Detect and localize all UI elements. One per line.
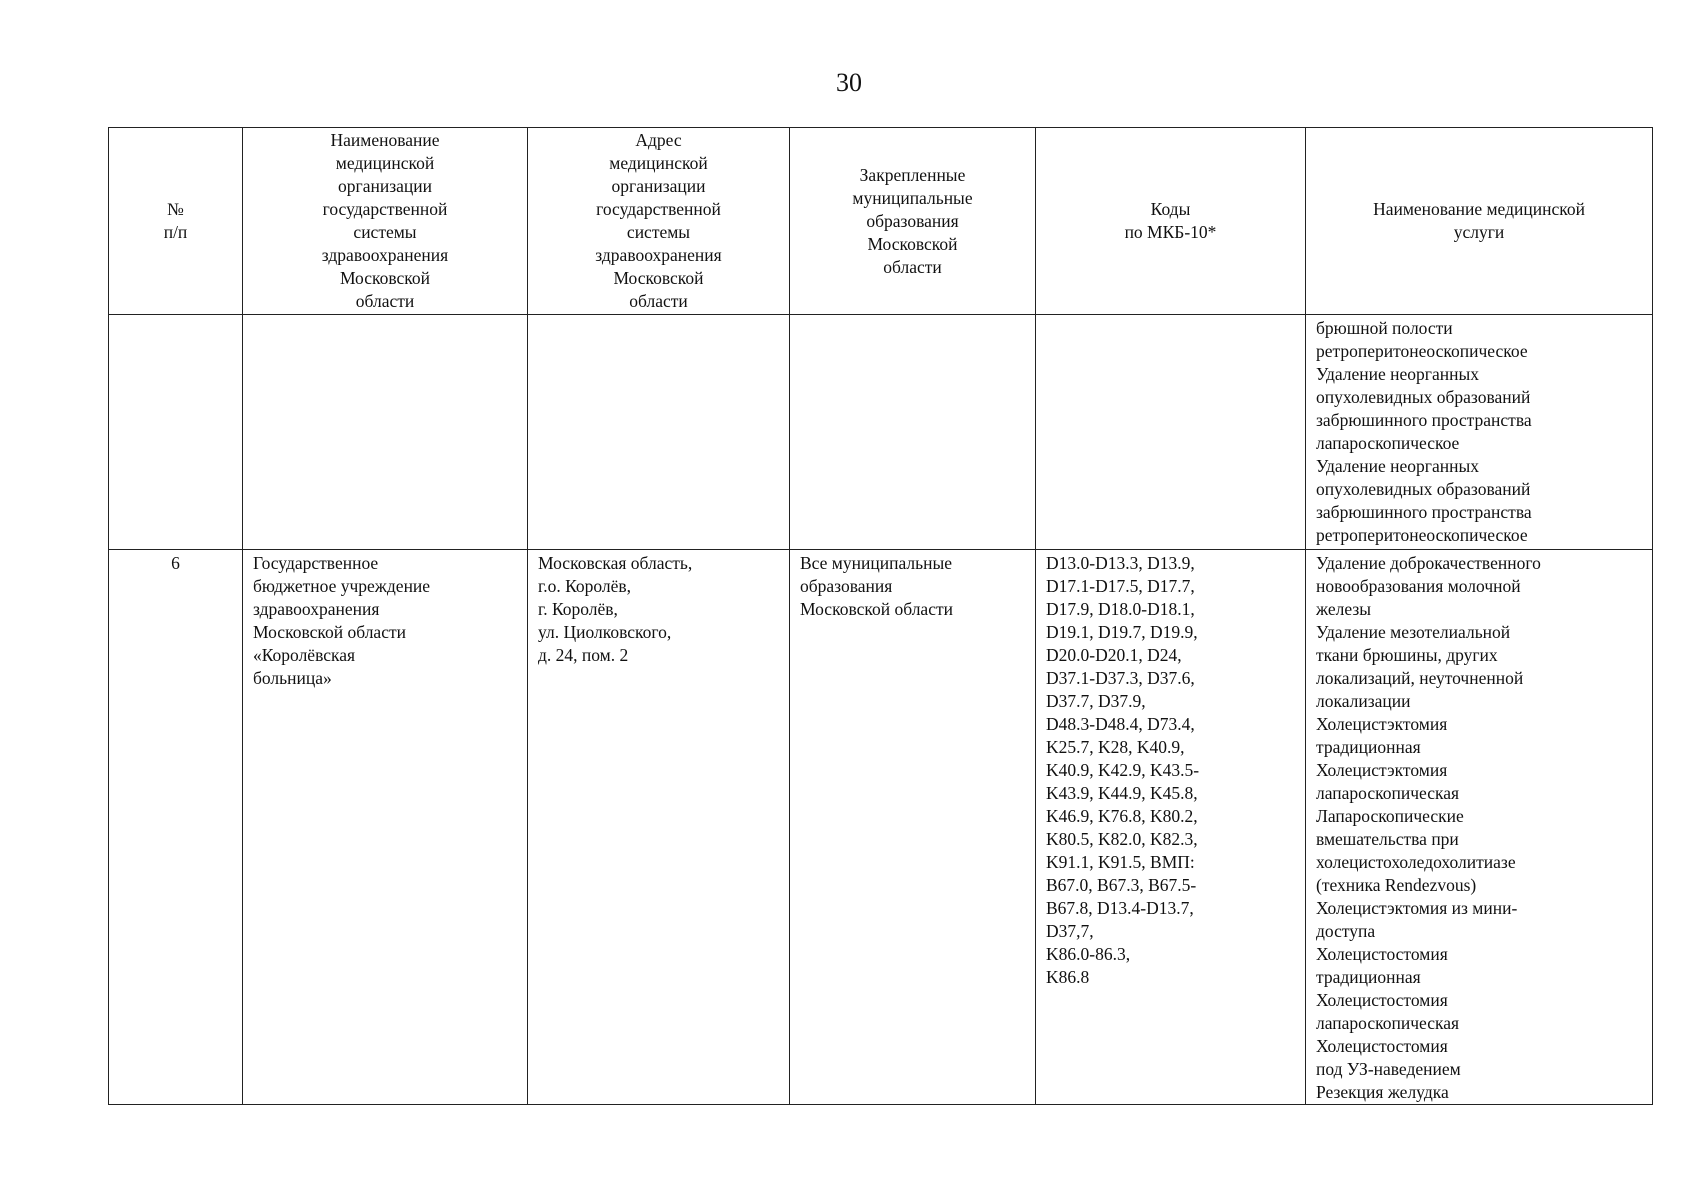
header-icd-codes: Коды по МКБ-10* [1036,128,1306,315]
table-row [109,315,1653,550]
cell-organization [243,315,528,550]
cell-icd-codes: D13.0-D13.3, D13.9, D17.1-D17.5, D17.7, D17.9, D18.0-D18.1, D19.1, D19.7, D19.9, D20.0-D20.1, D24, D37.1-D37.3, D37.6, D37.7, D37.9, D48.3-D48.4, D73.4, K25.7, K28, K40.9, K40.9, K42.9, K43.5- K43.9, K44.9, K45.8, K46.9, K76.8, K80.2, K80.5, K82.0, K82.3, K91.1, K91.5, ВМП: B67.0, B67.3, B67.5- B67.8, D13.4-D13.7, D37,7, K86.0-86.3, K86.8 [1036,550,1306,1105]
table-row [109,550,1653,1105]
header-address: Адрес медицинской организации государственной системы здравоохранения Московской области [528,128,790,315]
services-table [108,127,1653,1105]
header-number: № п/п [109,128,243,315]
cell-number [109,315,243,550]
cell-organization: Государственное бюджетное учреждение здравоохранения Московской области «Королёвская больница» [243,550,528,1105]
cell-municipalities: Все муниципальные образования Московской области [790,550,1036,1105]
cell-address [528,315,790,550]
cell-services: Удаление доброкачественного новообразования молочной железы Удаление мезотелиальной ткани брюшины, других локализаций, неуточненной локализации Холецистэктомия традиционная Холецистэктомия лапароскопическая Лапароскопические вмешательства при холецистохоледохолитиазе (техника Rendezvous) Холецистэктомия из мини- доступа Холецистостомия традиционная Холецистостомия лапароскопическая Холецистостомия под УЗ-наведением Резекция желудка [1306,550,1653,1105]
cell-services: брюшной полости ретроперитонеоскопическое Удаление неорганных опухолевидных образований забрюшинного пространства лапароскопическое Удаление неорганных опухолевидных образований забрюшинного пространства ретроперитонеоскопическое [1306,315,1653,550]
cell-address: Московская область, г.о. Королёв, г. Королёв, ул. Циолковского, д. 24, пом. 2 [528,550,790,1105]
cell-number: 6 [109,550,243,1105]
table-header-row [109,128,1653,315]
header-organization: Наименование медицинской организации государственной системы здравоохранения Московской области [243,128,528,315]
page-number: 30 [836,68,862,97]
cell-municipalities [790,315,1036,550]
header-municipalities: Закрепленные муниципальные образования Московской области [790,128,1036,315]
cell-icd-codes [1036,315,1306,550]
header-service-name: Наименование медицинской услуги [1306,128,1653,315]
